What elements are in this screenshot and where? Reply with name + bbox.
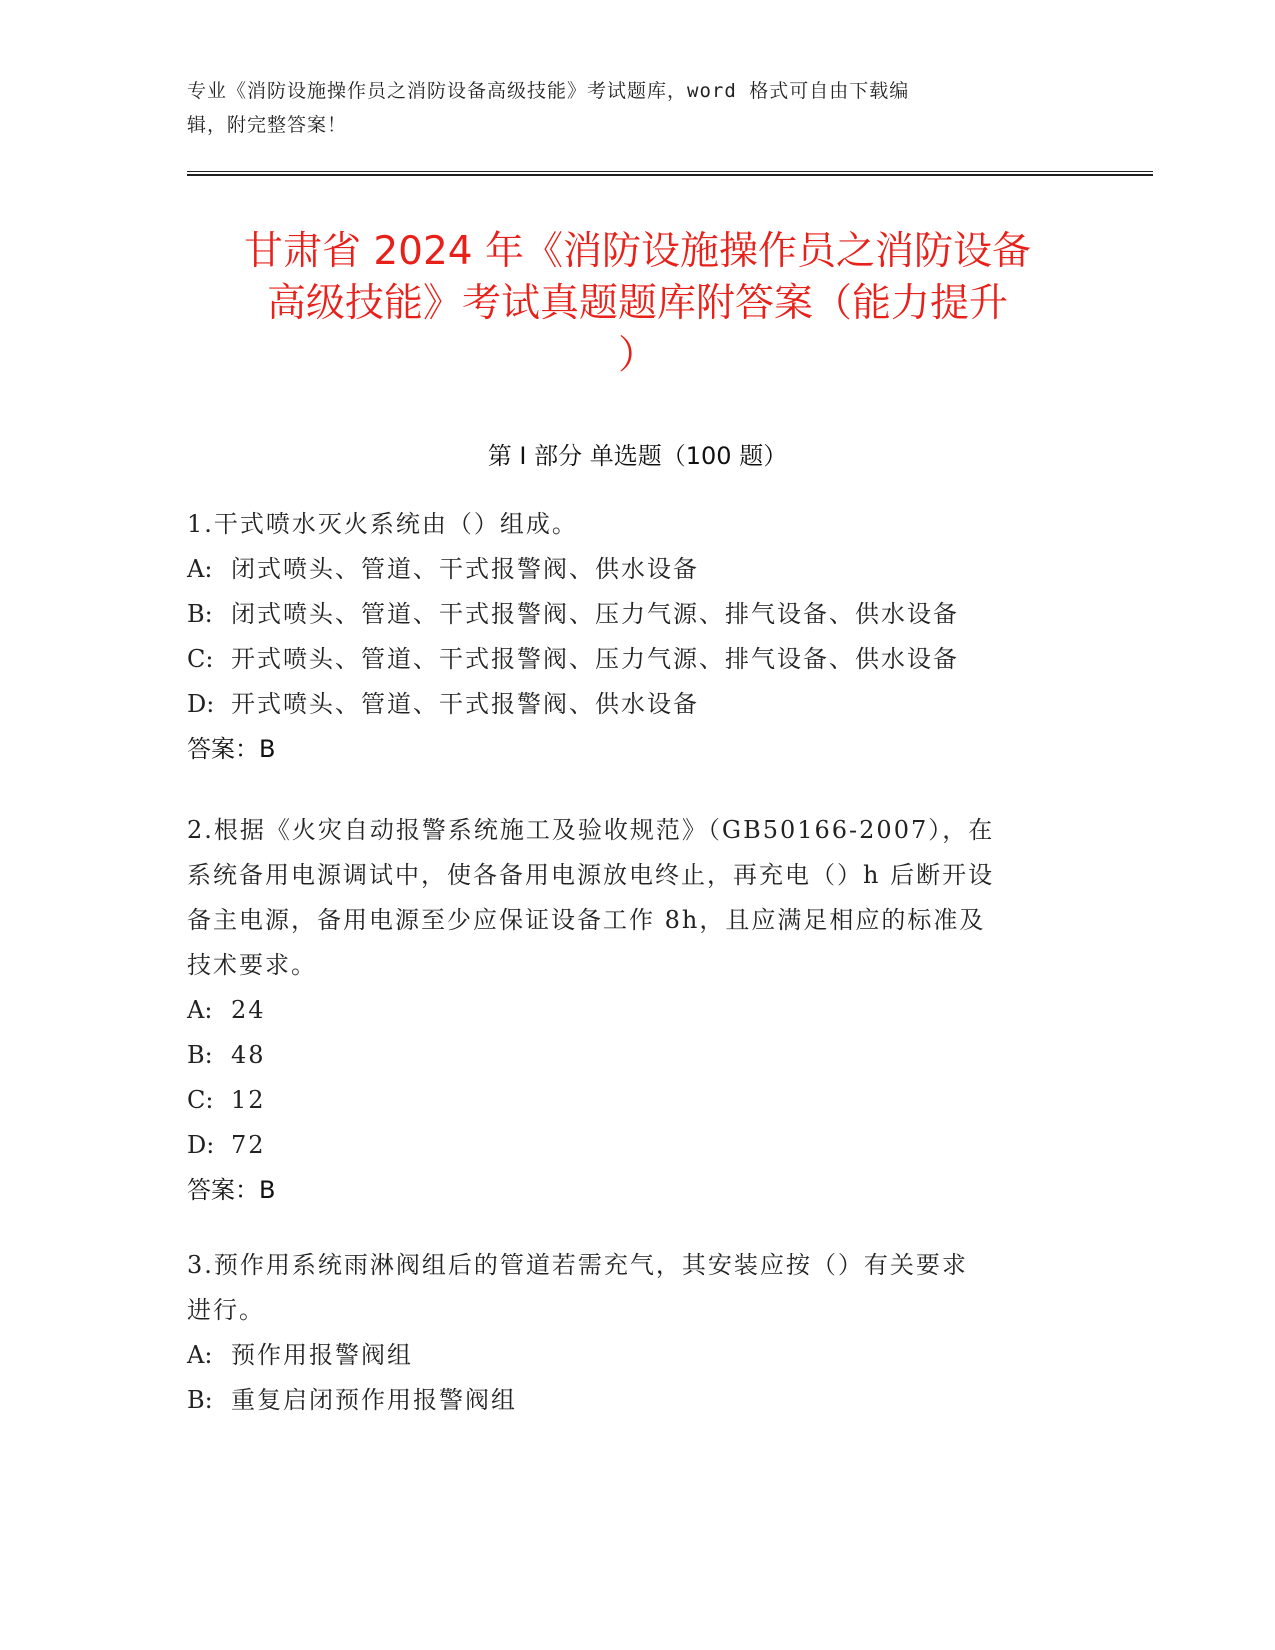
option-key: B: — [187, 600, 213, 628]
question-stem: 3.预作用系统雨淋阀组后的管道若需充气，其安装应按（）有关要求 — [187, 1251, 968, 1279]
option-a — [187, 547, 1087, 592]
option-key: D: — [187, 1131, 215, 1159]
option-c — [187, 637, 1087, 682]
section-heading: 第 I 部分 单选题（100 题） — [487, 442, 788, 470]
option-a — [187, 1333, 1087, 1378]
question-stem: 备主电源，备用电源至少应保证设备工作 8h，且应满足相应的标准及 — [187, 906, 986, 934]
header-rule-thick — [187, 174, 1153, 176]
question-stem: 系统备用电源调试中，使各备用电源放电终止，再充电（）h 后断开设 — [187, 861, 995, 889]
answer-line: 答案：B — [187, 1176, 276, 1204]
title-line: 高级技能》考试真题题库附答案（能力提升 — [266, 281, 1008, 326]
option-d — [187, 1123, 1087, 1168]
option-text: 重复启闭预作用报警阀组 — [231, 1386, 517, 1414]
option-c — [187, 1078, 1087, 1123]
option-text: 开式喷头、管道、干式报警阀、压力气源、排气设备、供水设备 — [231, 645, 959, 673]
option-text: 24 — [231, 996, 266, 1024]
question-2 — [187, 808, 1087, 1213]
header-note-line: 辑，附完整答案！ — [187, 114, 348, 136]
option-b — [187, 1033, 1087, 1078]
option-text: 闭式喷头、管道、干式报警阀、压力气源、排气设备、供水设备 — [231, 600, 959, 628]
option-text: 72 — [231, 1131, 266, 1159]
option-b — [187, 592, 1087, 637]
option-text: 闭式喷头、管道、干式报警阀、供水设备 — [231, 555, 699, 583]
option-key: C: — [187, 645, 214, 673]
option-d — [187, 682, 1087, 727]
option-b — [187, 1378, 1087, 1423]
option-text: 开式喷头、管道、干式报警阀、供水设备 — [231, 690, 699, 718]
document-title — [150, 226, 1125, 382]
header-note — [187, 74, 1067, 142]
option-key: B: — [187, 1041, 213, 1069]
option-key: D: — [187, 690, 215, 718]
option-key: C: — [187, 1086, 214, 1114]
option-text: 12 — [231, 1086, 266, 1114]
question-3 — [187, 1243, 1087, 1423]
option-key: A: — [187, 555, 213, 583]
question-stem: 2.根据《火灾自动报警系统施工及验收规范》（GB50166-2007），在 — [187, 816, 995, 844]
header-rule-thin — [187, 171, 1153, 172]
header-note-line: 专业《消防设施操作员之消防设备高级技能》考试题库，word 格式可自由下载编 — [187, 80, 910, 102]
option-text: 48 — [231, 1041, 266, 1069]
option-key: A: — [187, 996, 213, 1024]
question-1 — [187, 502, 1087, 772]
question-stem: 1.干式喷水灭火系统由（）组成。 — [187, 510, 578, 538]
option-a — [187, 988, 1087, 1033]
option-text: 预作用报警阀组 — [231, 1341, 413, 1369]
answer-line: 答案：B — [187, 735, 276, 763]
title-line: ） — [617, 333, 657, 378]
option-key: B: — [187, 1386, 213, 1414]
option-key: A: — [187, 1341, 213, 1369]
question-stem: 技术要求。 — [187, 951, 317, 979]
question-stem: 进行。 — [187, 1296, 265, 1324]
title-line: 甘肃省 2024 年《消防设施操作员之消防设备 — [243, 229, 1032, 274]
